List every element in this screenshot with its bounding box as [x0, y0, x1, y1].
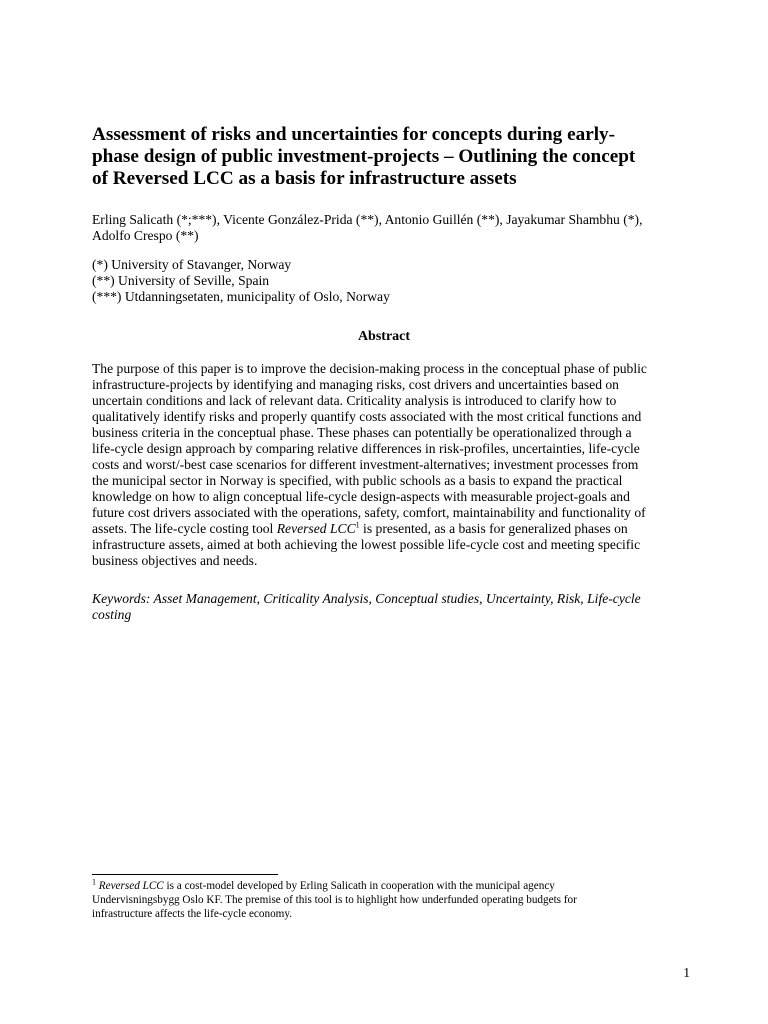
footnote-divider [92, 874, 278, 875]
keywords [92, 591, 712, 623]
abstract-line: the municipal sector in Norway is specified, with public schools as a basis to expand the practical [92, 473, 623, 488]
abstract-body [92, 361, 712, 569]
abstract-line: infrastructure-projects by identifying and managing risks, cost drivers and uncertainties based on [92, 377, 619, 392]
footnote [92, 879, 712, 921]
abstract-text: is presented, as a basis for generalized phases on [359, 521, 628, 536]
footnote-line [92, 879, 712, 893]
abstract-line: business criteria in the conceptual phase. These phases can potentially be operationalized through a [92, 425, 632, 440]
title-line: of Reversed LCC as a basis for infrastructure assets [92, 168, 517, 189]
abstract-line: qualitatively identify risks and properly quantify costs associated with the most critical functions and [92, 409, 642, 424]
abstract-line: infrastructure assets, aimed at both achieving the lowest possible life-cycle cost and meeting specific [92, 537, 641, 552]
abstract-line: The purpose of this paper is to improve the decision-making process in the conceptual phase of public [92, 361, 647, 376]
affiliations [92, 257, 712, 305]
page-number: 1 [683, 965, 690, 980]
abstract-line: knowledge on how to align conceptual life-cycle design-aspects with measurable project-goals and [92, 489, 630, 504]
abstract-line: costs and worst/-best case scenarios for different investment-alternatives; investment processes from [92, 457, 639, 472]
footnote-marker[interactable]: 1 [355, 520, 360, 530]
abstract-text: assets. The life-cycle costing tool [92, 521, 277, 536]
footnote-number: 1 [92, 877, 96, 887]
author-list [92, 212, 712, 244]
footnote-text: is a cost-model developed by Erling Salicath in cooperation with the municipal agency [163, 880, 555, 892]
footnote-line: infrastructure affects the life-cycle economy. [92, 908, 293, 920]
author-line: Adolfo Crespo (**) [92, 228, 199, 243]
affiliation: (***) Utdanningsetaten, municipality of Oslo, Norway [92, 289, 390, 304]
abstract-line: future cost drivers associated with the operations, safety, comfort, maintainability and functionality of [92, 505, 646, 520]
tool-name-emphasis: Reversed LCC [276, 521, 356, 536]
abstract-line: uncertain conditions and lack of relevant data. Criticality analysis is introduced to clarify how to [92, 393, 617, 408]
footnote-emphasis: Reversed LCC [98, 880, 164, 892]
abstract-line: business objectives and needs. [92, 553, 258, 568]
keywords-line: Keywords: Asset Management, Criticality Analysis, Conceptual studies, Uncertainty, Risk, Life-cycle [92, 591, 641, 606]
paper-title [92, 124, 712, 190]
footnote-line: Undervisningsbygg Oslo KF. The premise of this tool is to highlight how underfunded operating budgets for [92, 894, 577, 906]
author-line: Erling Salicath (*;***), Vicente González-Prida (**), Antonio Guillén (**), Jayakumar Shambhu (*), [92, 212, 643, 227]
affiliation: (*) University of Stavanger, Norway [92, 257, 292, 272]
keywords-line: costing [92, 607, 132, 622]
title-line: phase design of public investment-projects – Outlining the concept [92, 146, 636, 167]
title-line: Assessment of risks and uncertainties for concepts during early- [92, 124, 616, 145]
affiliation: (**) University of Seville, Spain [92, 273, 270, 288]
abstract-heading: Abstract [357, 329, 411, 344]
abstract-line-with-footnote [92, 521, 712, 537]
abstract-line: life-cycle design approach by comparing relative differences in risk-profiles, uncertainties, life-cycle [92, 441, 640, 456]
